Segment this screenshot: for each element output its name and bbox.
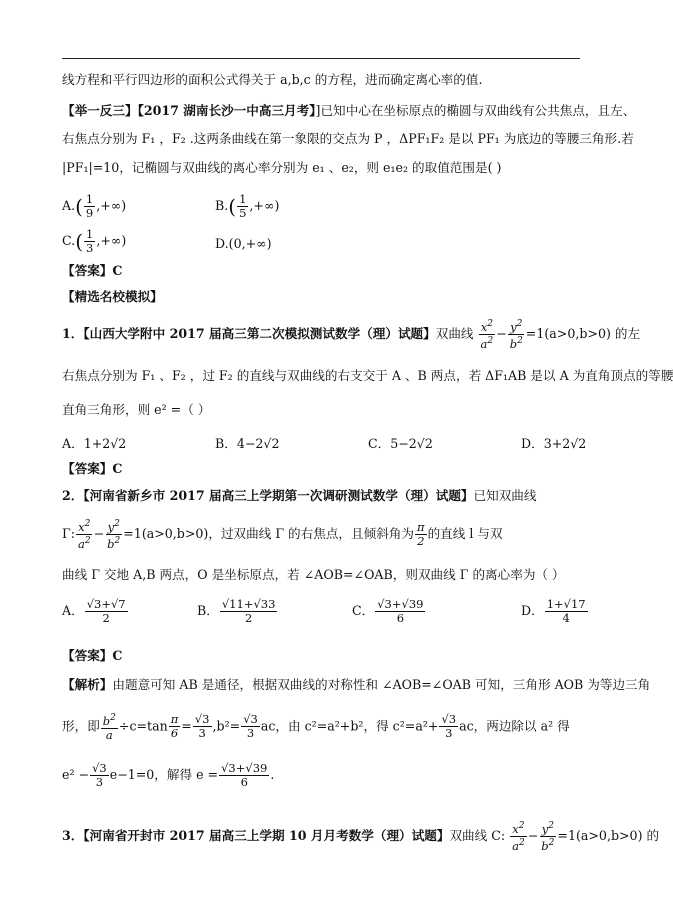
q2-number: 2． [62,488,84,503]
q3-line-1: 3．【河南省开封市 2017 届高三上学期 10 月月考数学（理）试题】双曲线 C: $\frac{x^2}{a^2}$ − $\frac{y^2}{b^2}$ =1(a>0,b>0) 的 [62,821,660,853]
q2-line-1: 2．【河南省新乡市 2017 届高三上学期第一次调研测试数学（理）试题】已知双曲线 [62,488,537,503]
q1-answer: 【答案】C [62,461,123,476]
example-line-2: 右焦点分别为 F₁ ，F₂ .这两条曲线在第一象限的交点为 P ，ΔPF₁F₂ 是以 PF₁ 为底边的等腰三角形.若 [62,131,634,146]
section-title: 【精选名校模拟】 [62,289,163,304]
example-option-a: A.( $\frac{1}{9}$ ,+∞) [62,192,127,220]
q2-option-a: A． $\frac{√3+√7}{2}$ [62,597,126,625]
q2-option-d: D． $\frac{1+√17}{4}$ [521,597,586,625]
q2-source: 【河南省新乡市 2017 届高三上学期第一次调研测试数学（理）试题】 [83,488,474,503]
q1-line-2: 右焦点分别为 F₁ 、F₂ ，过 F₂ 的直线与双曲线的右支交于 A 、B 两点，若 ΔF₁AB 是以 A 为直角顶点的等腰 [62,368,673,383]
example-line-1 [62,103,636,119]
q1-option-a: A．1+2√2 [62,436,127,451]
q2-analysis-2: 形，即 $\frac{b^2}{a}$ ÷c=tan $\frac{\pi}{6}$ = $\frac{√3}{3}$ ,b²= $\frac{√3}{3}$ ac，由 c²=a²+b²，得 c²=a²+ $\frac{√3}{3}$ ac，两边除以 a² 得 [62,712,570,742]
q2-answer: 【答案】C [62,648,123,663]
q2-line-2: Γ: $\frac{x^2}{a^2}$ − $\frac{y^2}{b^2}$ =1(a>0,b>0)，过双曲线 Γ 的右焦点，且倾斜角为 $\frac{\pi}{2}$ 的直线 l 与双 [62,519,503,551]
example-option-d: D.(0,+∞) [215,236,272,251]
q1-line-3: 直角三角形，则 e² =（ ） [62,402,211,417]
q2-option-c: C． $\frac{√3+√39}{6}$ [352,597,424,625]
q2-analysis-3: e² − $\frac{√3}{3}$ e−1=0，解得 e = $\frac{√3+√39}{6}$ . [62,761,275,789]
q1-option-b: B．4−2√2 [215,436,280,451]
example-option-b: B.( $\frac{1}{5}$ ,+∞) [215,192,280,220]
example-source: 【2017 湖南长沙一中高三月考】 [137,103,316,118]
q1-number: 1． [62,325,84,341]
header-rule [62,58,580,59]
q1-option-c: C．5−2√2 [368,436,433,451]
q1-line-1: 1．【山西大学附中 2017 届高三第二次模拟测试数学（理）试题】双曲线 $\frac{x^2}{a^2}$ − $\frac{y^2}{b^2}$ =1(a>0,b>0) 的左 [62,319,641,351]
example-option-c: C.( $\frac{1}{3}$ ,+∞) [62,227,127,255]
example-tag: 【举一反三】 [62,103,138,118]
q1-source: 【山西大学附中 2017 届高三第二次模拟测试数学（理）试题】 [83,325,436,341]
analysis-tag: 【解析】 [62,677,113,692]
q1-option-d: D．3+2√2 [521,436,587,451]
q3-number: 3． [62,827,84,843]
intro-line: 线方程和平行四边形的面积公式得关于 a,b,c 的方程，进而确定离心率的值. [62,72,483,87]
q2-option-b: B． $\frac{√11+√33}{2}$ [197,597,276,625]
q3-source: 【河南省开封市 2017 届高三上学期 10 月月考数学（理）试题】 [83,827,450,843]
q2-analysis-1: 【解析】由题意可知 AB 是通径，根据双曲线的对称性和 ∠AOB=∠OAB 可知，三角形 AOB 为等边三角 [62,677,651,692]
q2-line-3: 曲线 Γ 交地 A,B 两点，O 是坐标原点，若 ∠AOB=∠OAB，则双曲线 Γ 的离心率为（ ） [62,567,565,582]
example-line-3: |PF₁|=10，记椭圆与双曲线的离心率分别为 e₁ 、e₂，则 e₁e₂ 的取值范围是( ) [62,160,502,175]
example-text-1: ]已知中心在坐标原点的椭圆与双曲线有公共焦点，且左、 [315,103,636,118]
example-answer: 【答案】C [62,263,123,278]
